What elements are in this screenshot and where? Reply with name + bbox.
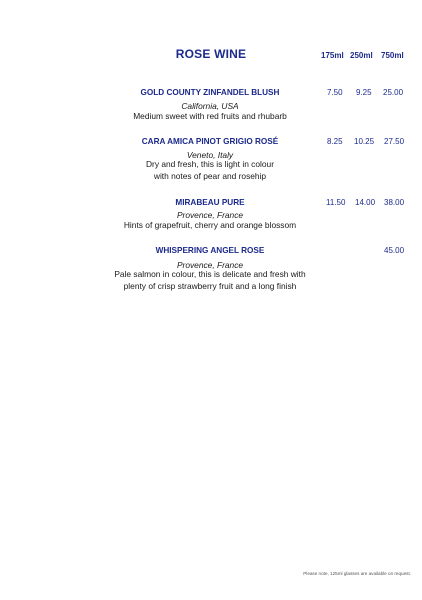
wine-description <box>95 111 325 123</box>
wine-name: MIRABEAU PURE <box>175 198 245 207</box>
wine-name: GOLD COUNTY ZINFANDEL BLUSH <box>140 88 280 97</box>
description-line: plenty of crisp strawberry fruit and a long finish <box>123 280 297 291</box>
description-line: with notes of pear and rosehip <box>153 170 267 181</box>
description-line: Hints of grapefruit, cherry and orange blossom <box>123 220 297 230</box>
description-line: Medium sweet with red fruits and rhubarb <box>133 111 287 121</box>
size-header-175ml: 175ml <box>321 51 344 60</box>
price-175ml: 8.25 <box>327 137 343 146</box>
description-line: Pale salmon in colour, this is delicate and fresh with <box>114 269 306 279</box>
page-title: ROSE WINE <box>175 47 247 61</box>
price-750ml: 45.00 <box>384 246 405 255</box>
wine-name: CARA AMICA PINOT GRIGIO ROSÉ <box>141 137 279 146</box>
wine-origin: Provence, France <box>176 260 244 270</box>
price-750ml: 25.00 <box>383 88 404 97</box>
price-250ml: 14.00 <box>355 198 376 207</box>
price-250ml: 10.25 <box>354 137 375 146</box>
wine-origin: California, USA <box>181 101 239 111</box>
price-750ml: 27.50 <box>384 137 405 146</box>
price-250ml: 9.25 <box>356 88 372 97</box>
wine-description <box>95 159 325 182</box>
size-header-250ml: 250ml <box>350 51 373 60</box>
wine-origin: Provence, France <box>176 210 244 220</box>
size-header-750ml: 750ml <box>381 51 404 60</box>
price-175ml: 7.50 <box>327 88 343 97</box>
footnote: Please note, 125ml glasses are available on request. <box>303 571 411 576</box>
description-line: Dry and fresh, this is light in colour <box>145 159 274 169</box>
wine-origin: Veneto, Italy <box>186 150 234 160</box>
price-750ml: 38.00 <box>384 198 405 207</box>
wine-description <box>95 269 325 292</box>
wine-description <box>95 220 325 232</box>
wine-name: WHISPERING ANGEL ROSE <box>155 246 265 255</box>
price-175ml: 11.50 <box>326 198 346 207</box>
